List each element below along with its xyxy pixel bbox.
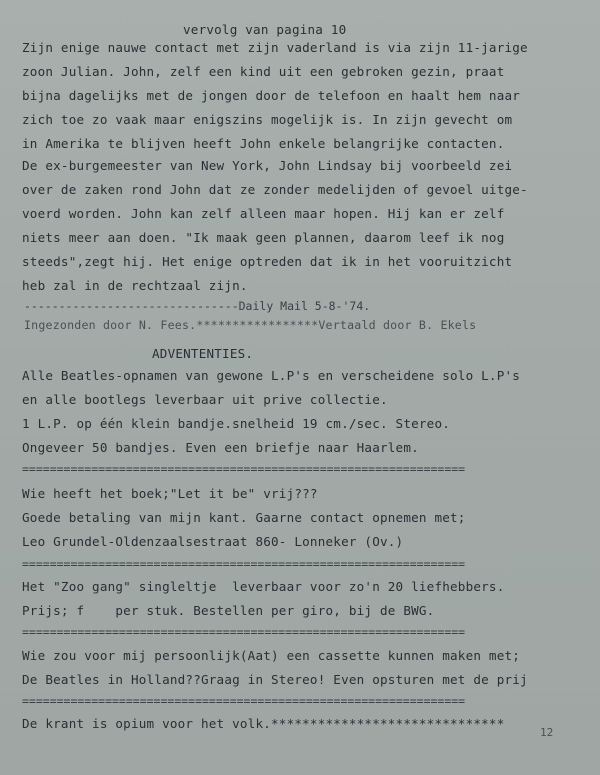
ad-line: Wie zou voor mij persoonlijk(Aat) een cassette kunnen maken met; [22,648,521,663]
footer-line: De krant is opium voor het volk.****************************** [22,716,505,731]
ad-line: 1 L.P. op één klein bandje.snelheid 19 cm./sec. Stereo. [22,416,451,431]
page-number: 12 [540,726,554,739]
article-line: Zijn enige nauwe contact met zijn vaderland is via zijn 11-jarige [22,40,528,55]
article-line: bijna dagelijks met de jongen door de telefoon en haalt hem naar [22,88,521,103]
article-line: voerd worden. John kan zelf alleen maar hopen. Hij kan er zelf [22,206,505,221]
article-line: zich toe zo vaak maar enigszins mogelijk is. In zijn gevecht om [22,112,513,127]
ad-line: Leo Grundel-Oldenzaalsestraat 860- Lonneker (Ov.) [22,534,404,549]
ad-line: Prijs; f per stuk. Bestellen per giro, bij de BWG. [22,603,435,618]
separator: ================================================================ [22,694,466,708]
ad-line: Ongeveer 50 bandjes. Even een briefje naar Haarlem. [22,440,419,455]
ad-line: Goede betaling van mijn kant. Gaarne contact opnemen met; [22,510,466,525]
article-line: steeds",zegt hij. Het enige optreden dat ik in het vooruitzicht [22,254,513,269]
separator: ================================================================ [22,462,466,476]
source-line: -------------------------------Daily Mail 5-8-'74. [24,299,371,313]
article-line: niets meer aan doen. "Ik maak geen plannen, daarom leef ik nog [22,230,505,245]
ad-line: en alle bootlegs leverbaar uit prive collectie. [22,392,388,407]
ad-line: Wie heeft het boek;"Let it be" vrij??? [22,486,318,501]
article-line: over de zaken rond John dat ze zonder medelijden of gevoel uitge- [22,182,528,197]
article-line: zoon Julian. John, zelf een kind uit een gebroken gezin, praat [22,64,505,79]
ad-line: Alle Beatles-opnamen van gewone L.P's en verscheidene solo L.P's [22,368,521,383]
ad-line: De Beatles in Holland??Graag in Stereo! Even opsturen met de prij [22,672,528,687]
ads-title: ADVENTENTIES. [152,346,254,361]
ad-line: Het "Zoo gang" singleltje leverbaar voor zo'n 20 liefhebbers. [22,579,505,594]
article-line: heb zal in de rechtzaal zijn. [22,278,248,293]
separator: ================================================================ [22,557,466,571]
article-line: De ex-burgemeester van New York, John Lindsay bij voorbeeld zei [22,158,513,173]
continued-heading: vervolg van pagina 10 [183,22,347,37]
credits-line: Ingezonden door N. Fees.*****************Vertaald door B. Ekels [24,318,477,332]
article-line: in Amerika te blijven heeft John enkele belangrijke contacten. [22,136,505,151]
separator: ================================================================ [22,625,466,639]
